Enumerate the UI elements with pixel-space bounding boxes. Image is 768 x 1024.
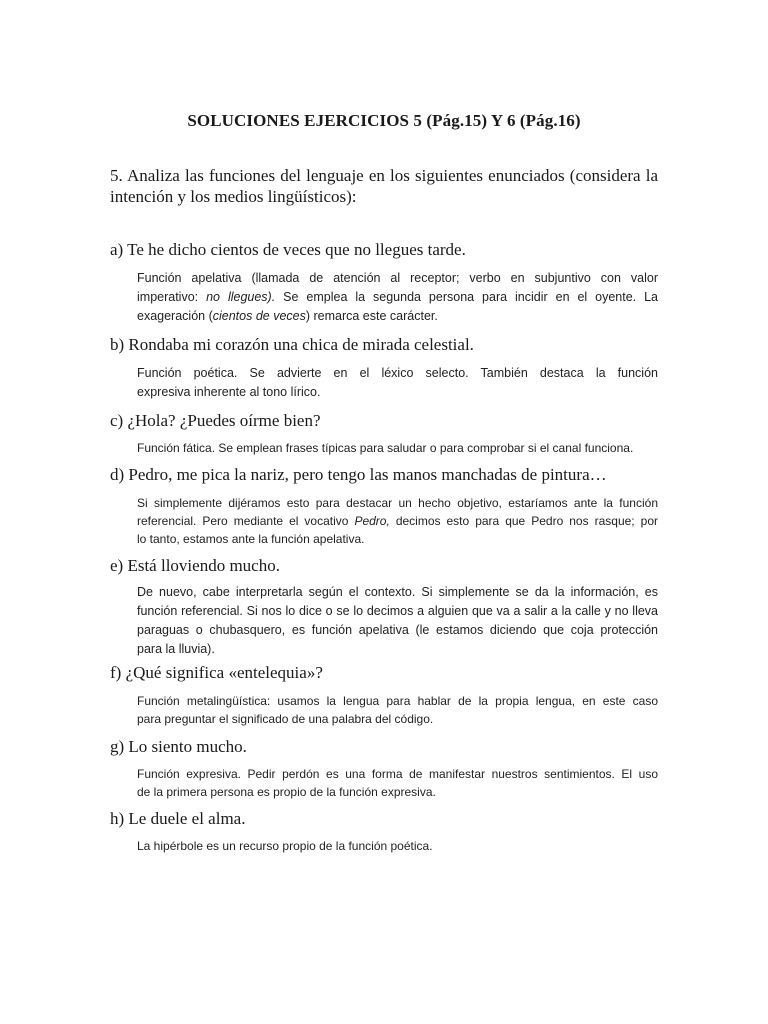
answer-h <box>137 837 658 855</box>
italic-example: cientos de veces <box>212 309 306 323</box>
answer-d-line-1: Si simplemente dijéramos esto para destacar un hecho objetivo, estaríamos ante la función <box>137 496 658 510</box>
answer-e-line-1: De nuevo, cabe interpretarla según el contexto. Si simplemente se da la información, es <box>137 585 658 599</box>
answer-e-line-3: paraguas o chubasquero, es función apelativa (le estamos diciendo que coja protección <box>137 623 658 637</box>
answer-g-line-1: Función expresiva. Pedir perdón es una forma de manifestar nuestros sentimientos. El uso <box>137 767 658 781</box>
answer-f-line-2: para preguntar el significado de una palabra del código. <box>137 712 434 726</box>
answer-b-line-2: expresiva inherente al tono lírico. <box>137 385 321 399</box>
question-f: f) ¿Qué significa «entelequia»? <box>110 663 323 682</box>
answer-b <box>137 364 658 402</box>
answer-a-line-2: imperativo: no llegues). Se emplea la segunda persona para incidir en el oyente. La <box>137 290 659 304</box>
question-c: c) ¿Hola? ¿Puedes oírme bien? <box>110 411 321 430</box>
answer-h-line-1: La hipérbole es un recurso propio de la función poética. <box>137 839 433 853</box>
question-e: e) Está lloviendo mucho. <box>110 556 280 575</box>
answer-d <box>137 494 658 548</box>
question-d: d) Pedro, me pica la nariz, pero tengo las manos manchadas de pintura… <box>110 465 607 484</box>
answer-g-line-2: de la primera persona es propio de la función expresiva. <box>137 785 436 799</box>
answer-a <box>137 269 658 326</box>
answer-g <box>137 765 658 801</box>
italic-example: no llegues). <box>206 290 276 304</box>
answer-e-line-4: para la lluvia). <box>137 642 215 656</box>
answer-f-line-1: Función metalingüística: usamos la lengua para hablar de la propia lengua, en este caso <box>137 694 658 708</box>
answer-d-line-3: lo tanto, estamos ante la función apelativa. <box>137 532 365 546</box>
answer-a-line-1: Función apelativa (llamada de atención al receptor; verbo en subjuntivo con valor <box>137 271 658 285</box>
exercise-statement: 5. Analiza las funciones del lenguaje en los siguientes enunciados (considera la intención y los medios lingüísticos): <box>110 166 658 206</box>
answer-c <box>137 439 658 457</box>
answer-f <box>137 692 658 728</box>
question-h: h) Le duele el alma. <box>110 809 246 828</box>
answer-e-line-2: función referencial. Si nos lo dice o se lo decimos a alguien que va a salir a la calle y no lleva <box>137 604 658 618</box>
answer-a-line-3: exageración (cientos de veces) remarca este carácter. <box>137 309 438 323</box>
page-title: SOLUCIONES EJERCICIOS 5 (Pág.15) Y 6 (Pág.16) <box>187 111 581 130</box>
answer-b-line-1: Función poética. Se advierte en el léxico selecto. También destaca la función <box>137 366 658 380</box>
question-b: b) Rondaba mi corazón una chica de mirada celestial. <box>110 335 474 354</box>
answer-c-line-1: Función fática. Se emplean frases típicas para saludar o para comprobar si el canal funciona. <box>137 441 634 455</box>
question-g: g) Lo siento mucho. <box>110 737 247 756</box>
italic-vocative: Pedro, <box>354 514 390 528</box>
answer-d-line-2: referencial. Pero mediante el vocativo Pedro, decimos esto para que Pedro nos rasque; por <box>137 514 658 528</box>
answer-e <box>137 583 658 659</box>
question-a: a) Te he dicho cientos de veces que no llegues tarde. <box>110 240 466 259</box>
